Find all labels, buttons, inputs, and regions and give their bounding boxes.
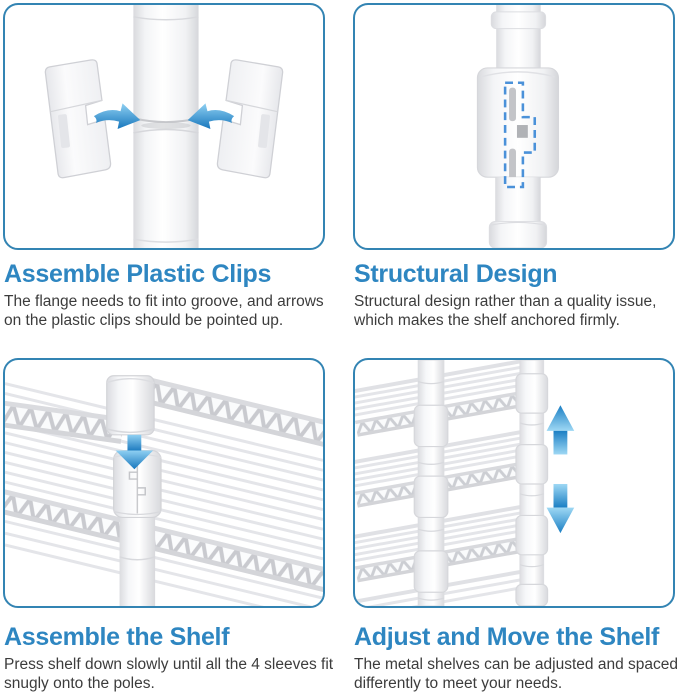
body-line: The metal shelves can be adjusted and spaced [354,656,678,674]
pole-sleeve [414,551,448,592]
section-title: Structural Design [354,260,558,288]
panel-assemble-the-shelf [3,358,334,693]
clip-interlock-notch [517,125,528,138]
body-line: Structural design rather than a quality issue, [354,293,657,311]
arrow-down-icon [547,484,575,533]
illustration-box [353,3,675,250]
body-line: which makes the shelf anchored firmly. [354,312,620,330]
panel-adjust-and-move-the-shelf [353,358,678,693]
panel-assemble-plastic-clips [3,3,325,330]
section-title: Assemble the Shelf [4,623,230,651]
right-pole [516,360,548,606]
panel-structural-design [353,3,675,330]
pole-sleeve [414,405,448,446]
front-pole [414,360,448,606]
pole-sleeve [516,584,548,606]
shelf-lower-truss [5,490,323,592]
body-line: on the plastic clips should be pointed up. [4,312,284,330]
illustration-box [3,3,325,250]
clip-sleeve [477,68,558,177]
body-line: snugly onto the poles. [4,675,155,693]
clip-seam-upper [509,88,516,121]
shelf-front-truss [143,378,323,447]
pole-sleeve [516,445,548,484]
section-body [4,655,349,693]
arrow-up-icon [547,405,575,454]
pole-sleeve [414,476,448,517]
clips-pole-illustration [5,5,323,248]
illustration-box [353,358,675,608]
pole-with-sleeve [477,5,558,248]
body-line: differently to meet your needs. [354,675,563,693]
pole-groove [141,122,190,129]
shelf-corner-sleeve [107,376,154,435]
section-body [354,292,679,330]
body-line: Press shelf down slowly until all the 4 sleeves fit [4,656,334,674]
illustration-box [3,358,325,608]
section-title: Assemble Plastic Clips [4,260,272,288]
section-body [354,655,679,693]
shelf-pole [133,5,198,248]
shelf-corner-illustration [5,360,323,606]
body-line: The flange needs to fit into groove, and arrows [4,293,324,311]
section-title: Adjust and Move the Shelf [354,623,660,651]
pole-sleeve-illustration [355,5,673,248]
shelf-tiers-illustration [355,360,673,606]
clip-seam-lower [509,149,516,182]
pole-sleeve [516,515,548,554]
pole-sleeve [516,374,548,413]
section-body [4,292,349,330]
shelf-pole [120,508,156,606]
